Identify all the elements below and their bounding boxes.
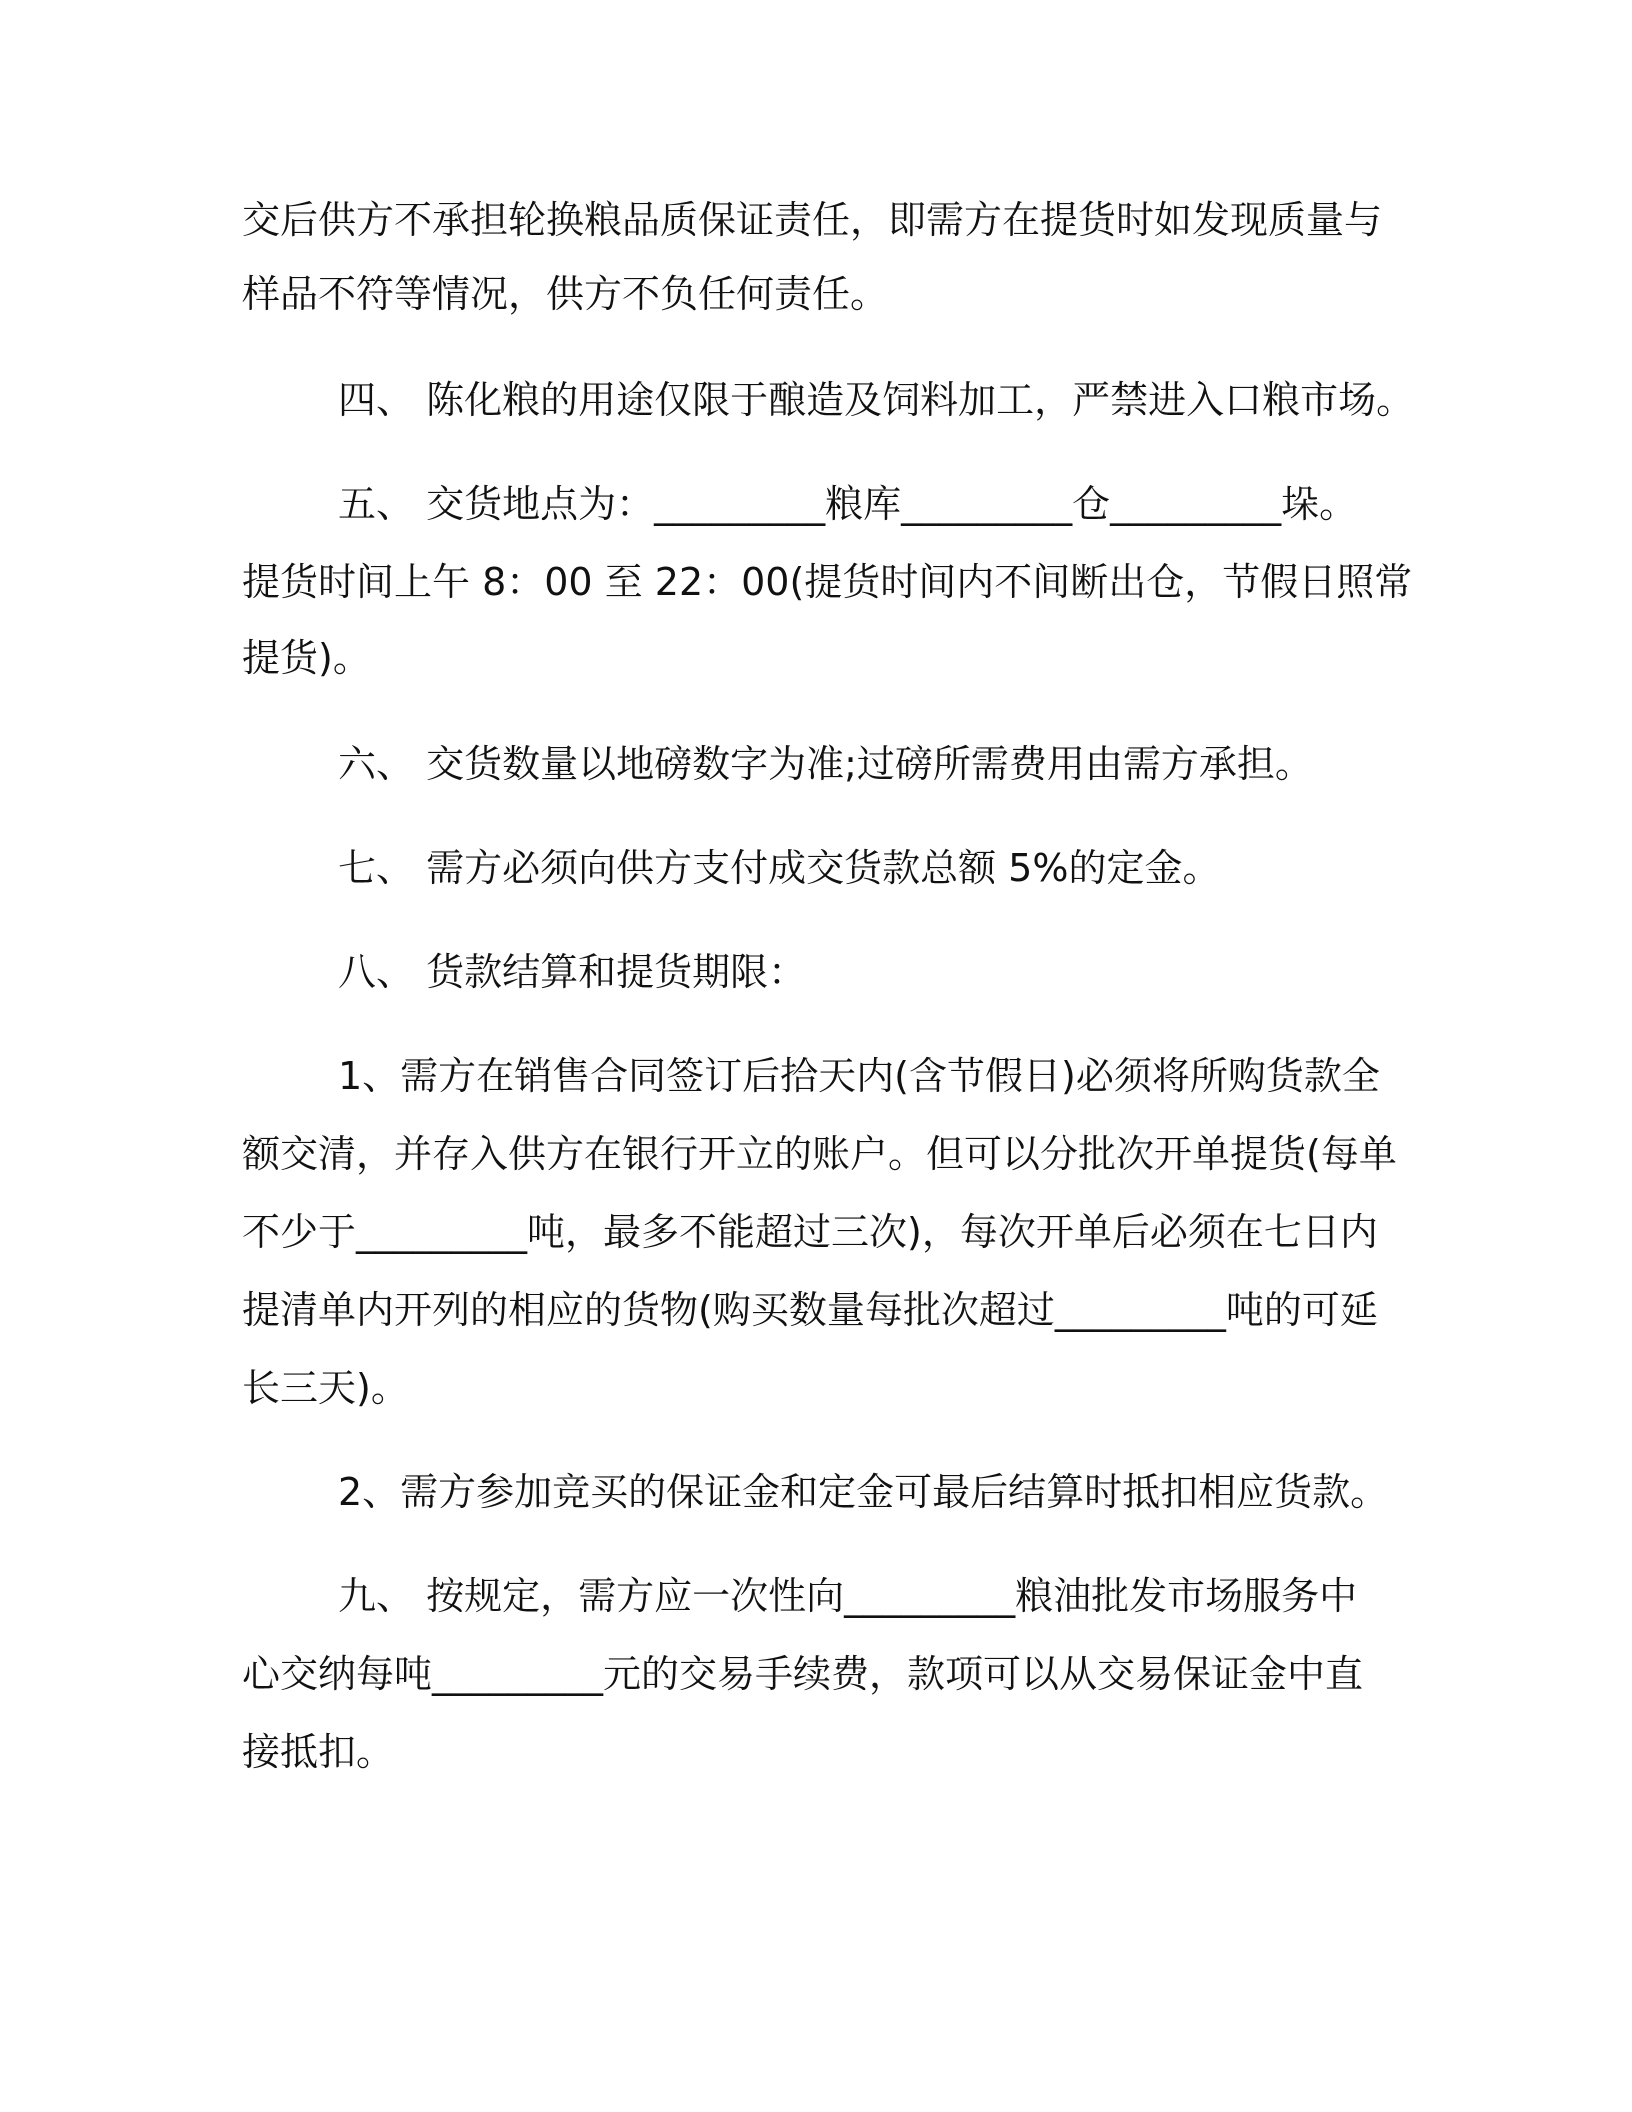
clause-9-line-2: 心交纳每吨_________元的交易手续费，款项可以从交易保证金中直 (242, 1652, 1364, 1696)
clause-4: 四、 陈化粮的用途仅限于酿造及饲料加工，严禁进入口粮市场。 (338, 378, 1415, 422)
paragraph-3-continuation-line-2: 样品不符等情况，供方不负任何责任。 (242, 272, 889, 316)
clause-8-item-1-line-1: 1、需方在销售合同签订后拾天内(含节假日)必须将所购货款全 (338, 1054, 1380, 1098)
clause-5-line-1: 五、 交货地点为：_________粮库_________仓_________垛。 (338, 482, 1358, 526)
clause-5-line-3: 提货)。 (242, 636, 371, 680)
clause-7: 七、 需方必须向供方支付成交货款总额 5%的定金。 (338, 846, 1221, 890)
clause-8-item-2: 2、需方参加竞买的保证金和定金可最后结算时抵扣相应货款。 (338, 1470, 1389, 1514)
clause-6: 六、 交货数量以地磅数字为准;过磅所需费用由需方承担。 (338, 742, 1313, 786)
paragraph-3-continuation-line-1: 交后供方不承担轮换粮品质保证责任，即需方在提货时如发现质量与 (242, 198, 1383, 242)
clause-8-item-1-line-5: 长三天)。 (242, 1366, 409, 1410)
document-page (242, 0, 1415, 2112)
clause-5-line-2: 提货时间上午 8：00 至 22：00(提货时间内不间断出仓，节假日照常 (242, 560, 1413, 604)
clause-8-item-1-line-3: 不少于_________吨，最多不能超过三次)，每次开单后必须在七日内 (242, 1210, 1378, 1254)
clause-8-item-1-line-2: 额交清，并存入供方在银行开立的账户。但可以分批次开单提货(每单 (242, 1132, 1397, 1176)
clause-9-line-1: 九、 按规定，需方应一次性向_________粮油批发市场服务中 (338, 1574, 1358, 1618)
clause-8-item-1-line-4: 提清单内开列的相应的货物(购买数量每批次超过_________吨的可延 (242, 1288, 1378, 1332)
clause-9-line-3: 接抵扣。 (242, 1730, 395, 1774)
clause-8-heading: 八、 货款结算和提货期限： (338, 950, 807, 994)
